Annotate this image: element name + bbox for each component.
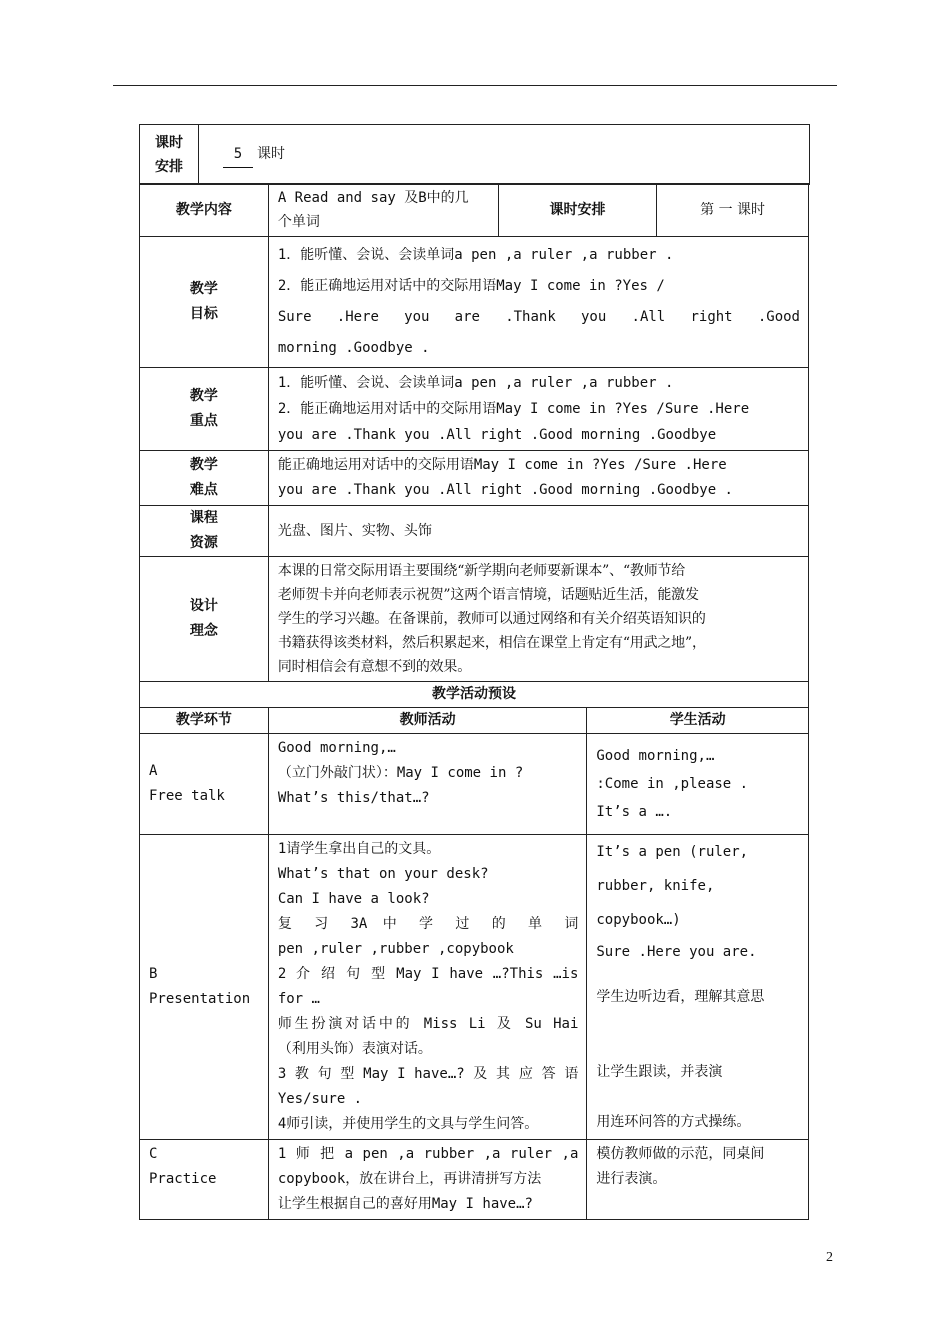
stage-b-teacher-line: （利用头饰）表演对话。 (277, 1041, 432, 1057)
schedule-label-cell (140, 125, 199, 185)
design-row (140, 557, 809, 682)
objectives-label-cell (140, 237, 269, 368)
stage-a-teacher-line: What’s this/that…? (277, 790, 430, 806)
stage-b-teacher-line: 2 介 绍 句 型 May I have …?This …is (277, 966, 579, 982)
stage-b-student-line: 用连环问答的方式操练。 (596, 1114, 751, 1130)
objectives-line4: morning .Goodbye . (277, 340, 430, 356)
stage-a-student-line: Good morning,… (596, 748, 715, 764)
stage-a-teacher-line: （立门外敲门状）：May I come in ? (277, 765, 524, 781)
stage-c-row (140, 1140, 809, 1220)
stage-c-label-line2: Practice (149, 1171, 217, 1187)
stage-a-row (140, 734, 809, 835)
stage-a-label-line2: Free talk (149, 788, 225, 804)
stage-b-student-line: copybook…) (596, 912, 681, 928)
stage-b-teacher-line: Can I have a look? (277, 891, 430, 907)
difficulties-cell (268, 451, 808, 506)
design-line5: 同时相信会有意想不到的效果。 (277, 659, 472, 675)
objectives-line3: Sure .Here you are .Thank you .All right .Good (277, 309, 800, 325)
header-rule (113, 85, 837, 86)
stage-a-label-line1: A (149, 763, 158, 779)
stage-a-student-line: :Come in ,please . (596, 776, 749, 792)
activity-title: 教学活动预设 (140, 682, 809, 708)
content-row (140, 184, 809, 237)
design-label-line2: 理念 (189, 623, 218, 639)
design-line4: 书籍获得该类材料，然后积累起来，相信在课堂上肯定有“用武之地”， (277, 635, 706, 651)
content-value-line1: A Read and say 及B中的几 (277, 190, 469, 206)
design-label-line1: 设计 (189, 598, 218, 614)
content-value-line2: 个单词 (277, 214, 320, 230)
lesson-unit: 课时 (257, 145, 285, 162)
resources-row (140, 506, 809, 557)
key-points-line1: 1．能听懂、会说、会读单词a pen ,a ruler ,a rubber . (277, 375, 674, 391)
difficulties-line2: you are .Thank you .All right .Good morning .Goodbye . (277, 482, 733, 498)
stage-c-teacher-line: 1 师 把 a pen ,a rubber ,a ruler ,a (277, 1146, 579, 1162)
activity-title-row (140, 682, 809, 708)
objectives-line2: 2．能正确地运用对话中的交际用语May I come in ?Yes / (277, 278, 665, 294)
lesson-count: 5 (223, 142, 253, 168)
stage-c-label-line1: C (149, 1146, 158, 1162)
stage-c-teacher (268, 1140, 587, 1220)
schedule-label-2: 课时安排 (498, 184, 657, 237)
design-line1: 本课的日常交际用语主要围绕“新学期向老师要新课本”、“教师节给 (277, 563, 686, 579)
stage-c-label (140, 1140, 269, 1220)
stage-a-label (140, 734, 269, 835)
stage-c-student (587, 1140, 809, 1220)
stage-c-student-line: 模仿教师做的示范，同桌间 (596, 1146, 765, 1162)
difficulties-row (140, 451, 809, 506)
stage-b-teacher-line: pen ,ruler ,rubber ,copybook (277, 941, 514, 957)
key-points-cell (268, 368, 808, 451)
design-cell (268, 557, 808, 682)
stage-b-teacher-line: 师生扮演对话中的 Miss Li 及 Su Hai (277, 1016, 579, 1032)
design-line3: 学生的学习兴趣。在备课前，教师可以通过网络和有关介绍英语知识的 (277, 611, 706, 627)
key-points-label-line1: 教学 (189, 388, 218, 404)
difficulties-label-line1: 教学 (189, 457, 218, 473)
stage-a-student (587, 734, 809, 835)
resources-label-line2: 资源 (189, 535, 218, 551)
stage-b-student (587, 835, 809, 1140)
objectives-label-line1: 教学 (189, 281, 218, 297)
difficulties-line1: 能正确地运用对话中的交际用语May I come in ?Yes /Sure .Here (277, 457, 727, 473)
schedule-label-line1: 课时 (155, 134, 183, 151)
objectives-label-line2: 目标 (189, 306, 218, 322)
key-points-line3: you are .Thank you .All right .Good morning .Goodbye (277, 427, 717, 443)
key-points-line2: 2．能正确地运用对话中的交际用语May I come in ?Yes /Sure .Here (277, 401, 750, 417)
column-header-row (140, 708, 809, 734)
resources-label-line1: 课程 (189, 510, 218, 526)
stage-b-teacher-line: Yes/sure . (277, 1091, 363, 1107)
objectives-line1: 1．能听懂、会说、会读单词a pen ,a ruler ,a rubber . (277, 247, 674, 263)
design-line2: 老师贺卡并向老师表示祝贺”这两个语言情境，话题贴近生活，能激发 (277, 587, 699, 603)
stage-a-teacher-line: Good morning,… (277, 740, 396, 756)
schedule-label-line2: 安排 (155, 158, 183, 175)
key-points-label-line2: 重点 (189, 413, 218, 429)
stage-b-teacher-line: 4师引读，并使用学生的文具与学生问答。 (277, 1116, 539, 1132)
stage-b-label (140, 835, 269, 1140)
stage-b-teacher-line: What’s that on your desk? (277, 866, 489, 882)
key-points-label-cell (140, 368, 269, 451)
stage-b-student-line: rubber, knife, (596, 878, 715, 894)
stage-b-teacher (268, 835, 587, 1140)
stage-a-student-line: It’s a …. (596, 804, 673, 820)
objectives-cell (268, 237, 808, 368)
stage-b-label-line2: Presentation (149, 991, 251, 1007)
lesson-plan-table (139, 183, 809, 1220)
content-value-cell (268, 184, 498, 237)
stage-b-teacher-line: 复 习 3A 中 学 过 的 单 词 (277, 916, 579, 932)
stage-b-label-line1: B (149, 966, 158, 982)
key-points-row (140, 368, 809, 451)
resources-label-cell (140, 506, 269, 557)
stage-b-row (140, 835, 809, 1140)
col-stage: 教学环节 (140, 708, 269, 734)
col-teacher: 教师活动 (268, 708, 587, 734)
page-number: 2 (826, 1250, 833, 1265)
schedule-value-2: 第 一 课时 (657, 184, 809, 237)
stage-b-teacher-line: 1请学生拿出自己的文具。 (277, 841, 441, 857)
difficulties-label-cell (140, 451, 269, 506)
stage-a-teacher (268, 734, 587, 835)
stage-c-teacher-line: 让学生根据自己的喜好用May I have…? (277, 1196, 533, 1212)
stage-c-teacher-line: copybook，放在讲台上，再讲清拼写方法 (277, 1171, 542, 1187)
stage-b-student-line: 让学生跟读，并表演 (596, 1064, 723, 1080)
schedule-header-table (139, 124, 810, 185)
schedule-value-cell (199, 125, 810, 185)
stage-b-student-line: 学生边听边看，理解其意思 (596, 989, 765, 1005)
resources-value: 光盘、图片、实物、头饰 (268, 506, 808, 557)
col-student: 学生活动 (587, 708, 809, 734)
objectives-row (140, 237, 809, 368)
stage-b-student-line: It’s a pen (ruler, (596, 844, 749, 860)
stage-b-teacher-line: for … (277, 991, 320, 1007)
stage-c-student-line: 进行表演。 (596, 1171, 667, 1187)
difficulties-label-line2: 难点 (189, 482, 218, 498)
stage-b-teacher-line: 3 教 句 型 May I have…? 及 其 应 答 语 (277, 1066, 579, 1082)
design-label-cell (140, 557, 269, 682)
content-label: 教学内容 (140, 184, 269, 237)
stage-b-student-line: Sure .Here you are. (596, 944, 757, 960)
